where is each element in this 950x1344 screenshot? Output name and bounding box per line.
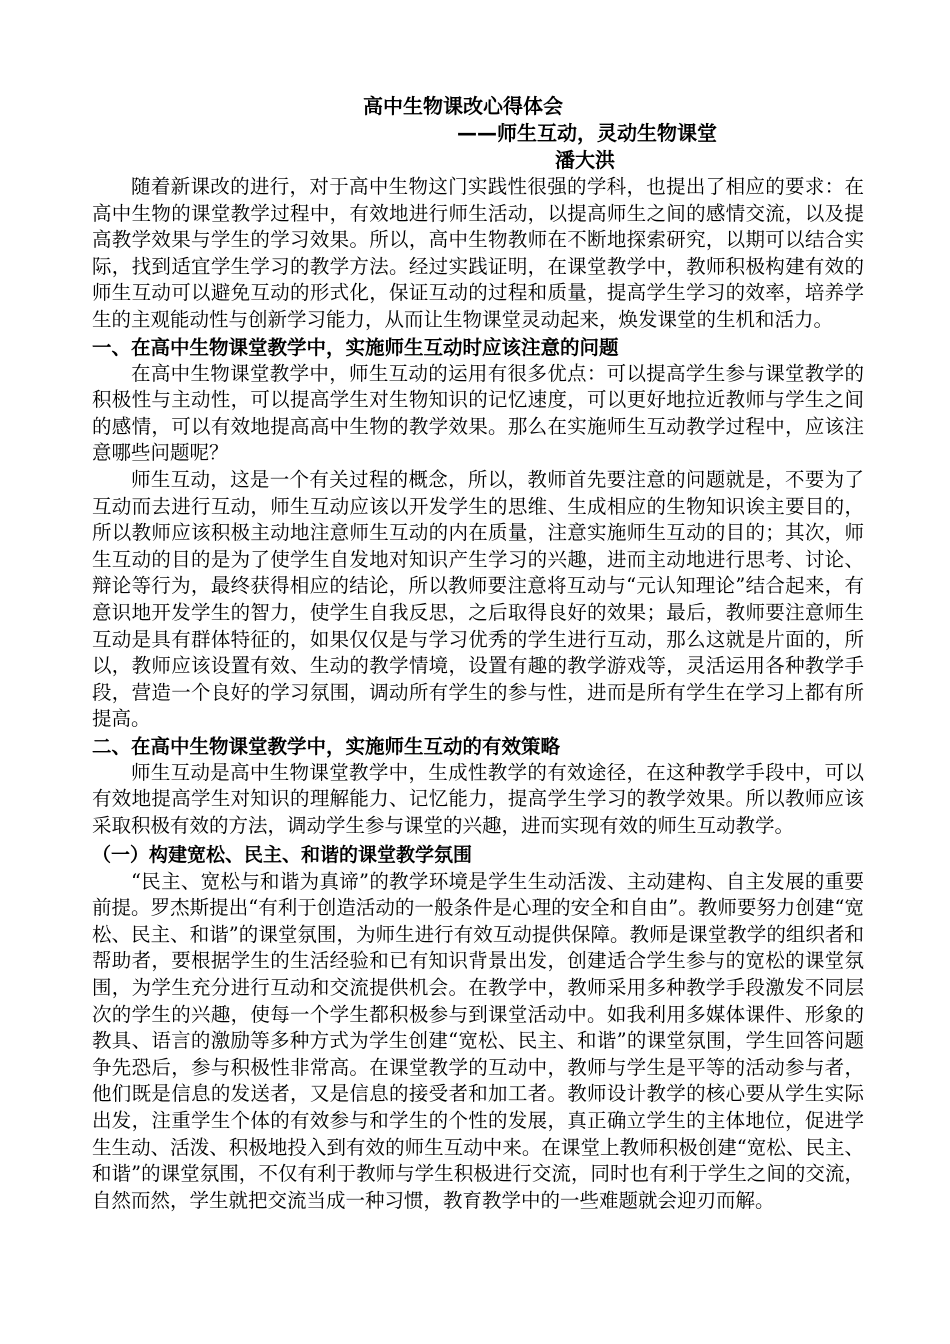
section-1-heading: 一、在高中生物课堂教学中，实施师生互动时应该注意的问题 <box>92 335 619 359</box>
document-author: 潘大洪 <box>555 148 615 172</box>
intro-paragraph: 随着新课改的进行，对于高中生物这门实践性很强的学科，也提出了相应的要求：在高中生物的课堂教学过程中，有效地进行师生活动，以提高师生之间的感情交流，以及提高教学效果与学生的学习效果。所以，高中生物教师在不断地探索研究，以期可以结合实际，找到适宜学生学习的教学方法。经过实践证明，在课堂教学中，教师积极构建有效的师生互动可以避免互动的形式化，保证互动的过程和质量，提高学生学习的效率，培养学生的主观能动性与创新学习能力，从而让生物课堂灵动起来，焕发课堂的生机和活力。 <box>92 175 864 331</box>
subsection-1-paragraph-1: “民主、宽松与和谐为真谛”的教学环境是学生生动活泼、主动建构、自主发展的重要前提。罗杰斯提出“有利于创造活动的一般条件是心理的安全和自由”。教师要努力创建“宽松、民主、和谐”的课堂氛围，为师生进行有效互动提供保障。教师是课堂教学的组织者和帮助者，要根据学生的生活经验和已有知识背景出发，创建适合学生参与的宽松的课堂氛围，为学生充分进行互动和交流提供机会。在教学中，教师采用多种教学手段激发不同层次的学生的兴趣，使每一个学生都积极参与到课堂活动中。如我利用多媒体课件、形象的教具、语言的激励等多种方式为学生创建“宽松、民主、和谐”的课堂氛围，学生回答问题争先恐后，参与积极性非常高。在课堂教学的互动中，教师与学生是平等的活动参与者，他们既是信息的发送者，又是信息的接受者和加工者。教师设计教学的核心要从学生实际出发，注重学生个体的有效参与和学生的个性的发展，真正确立学生的主体地位，促进学生生动、活泼、积极地投入到有效的师生互动中来。在课堂上教师积极创建“宽松、民主、和谐”的课堂氛围，不仅有利于教师与学生积极进行交流，同时也有利于学生之间的交流，自然而然，学生就把交流当成一种习惯，教育教学中的一些难题就会迎刃而解。 <box>92 869 864 1212</box>
section-1-paragraph-2: 师生互动，这是一个有关过程的概念，所以，教师首先要注意的问题就是，不要为了互动而去进行互动，师生互动应该以开发学生的思维、生成相应的生物知识诶主要目的，所以教师应该积极主动地注意师生互动的内在质量，注意实施师生互动的目的；其次，师生互动的目的是为了使学生自发地对知识产生学习的兴趣，进而主动地进行思考、讨论、辩论等行为，最终获得相应的结论，所以教师要注意将互动与“元认知理论”结合起来，有意识地开发学生的智力，使学生自我反思，之后取得良好的效果；最后，教师要注意师生互动是具有群体特征的，如果仅仅是与学习优秀的学生进行互动，那么这就是片面的，所以，教师应该设置有效、生动的教学情境，设置有趣的教学游戏等，灵活运用各种教学手段，营造一个良好的学习氛围，调动所有学生的参与性，进而是所有学生在学习上都有所提高。 <box>92 467 864 731</box>
section-2-heading: 二、在高中生物课堂教学中，实施师生互动的有效策略 <box>92 734 561 758</box>
document-subtitle: ——师生互动，灵动生物课堂 <box>457 121 717 145</box>
document-page <box>92 93 864 1214</box>
section-1-paragraph-1: 在高中生物课堂教学中，师生互动的运用有很多优点：可以提高学生参与课堂教学的积极性与主动性，可以提高学生对生物知识的记忆速度，可以更好地拉近教师与学生之间的感情，可以有效地提高高中生物的教学效果。那么在实施师生互动教学过程中，应该注意哪些问题呢？ <box>92 361 864 465</box>
document-title: 高中生物课改心得体会 <box>363 94 563 118</box>
section-2-paragraph-1: 师生互动是高中生物课堂教学中，生成性教学的有效途径，在这种教学手段中，可以有效地提高学生对知识的理解能力、记忆能力，提高学生学习的教学效果。所以教师应该采取积极有效的方法，调动学生参与课堂的兴趣，进而实现有效的师生互动教学。 <box>92 760 864 838</box>
subsection-1-heading: （一）构建宽松、民主、和谐的课堂教学氛围 <box>92 843 473 866</box>
